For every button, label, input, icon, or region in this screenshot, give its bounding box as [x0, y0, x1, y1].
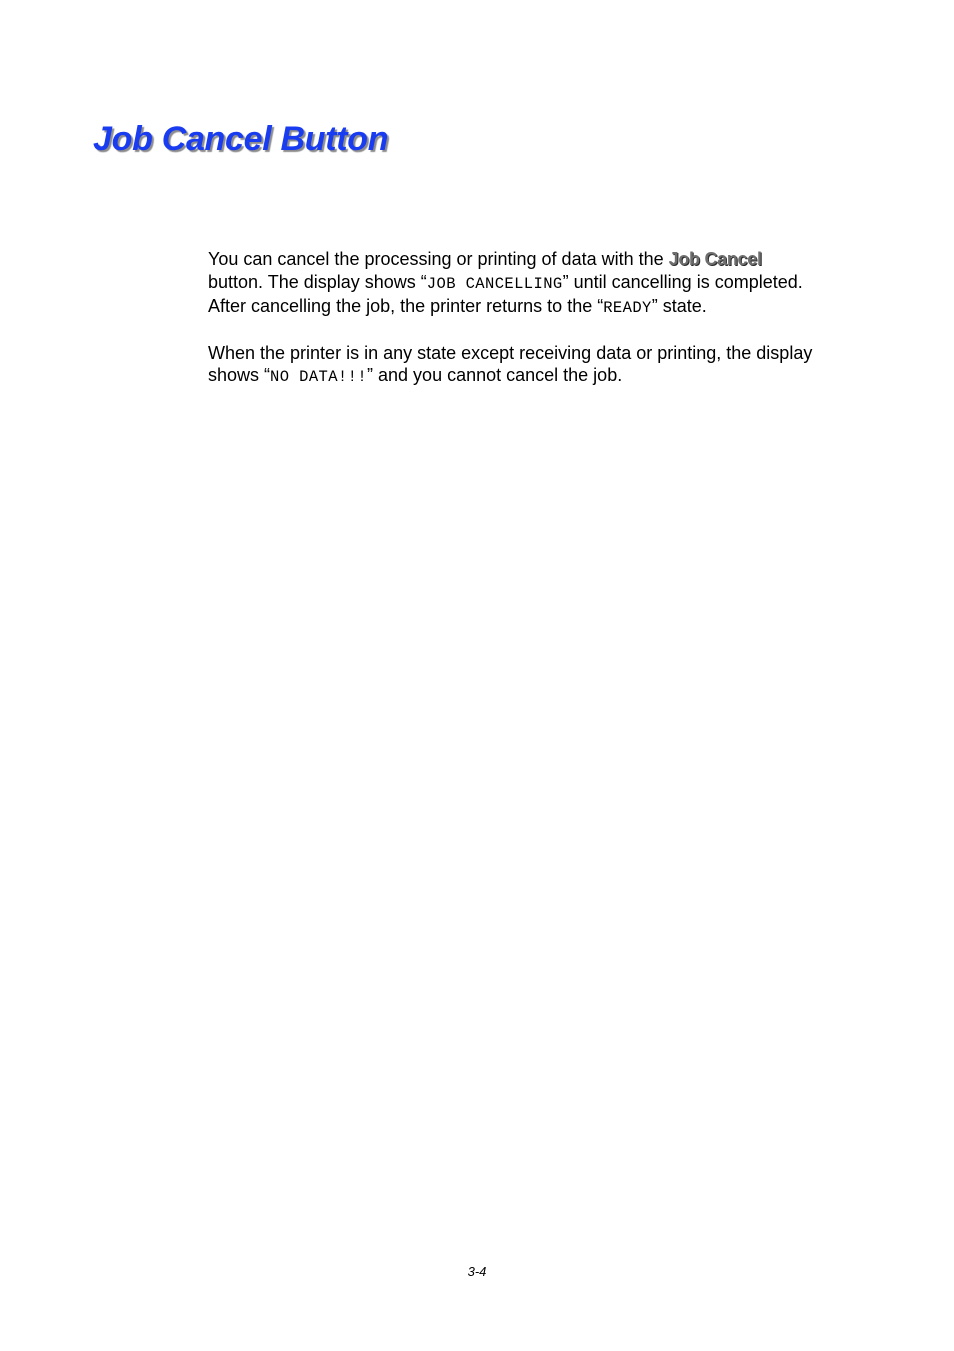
paragraph-no-data	[208, 342, 908, 389]
text-segment: ” and you cannot cancel the job.	[367, 365, 623, 385]
paragraph-cancel-description	[208, 248, 908, 320]
text-line	[208, 271, 908, 296]
text-segment: After cancelling the job, the printer returns to the “	[208, 296, 604, 316]
text-line	[208, 364, 908, 389]
text-segment: When the printer is in any state except receiving data or printing, the display	[208, 342, 813, 363]
job-cancel-key-label: Job Cancel	[668, 249, 762, 269]
text-line	[208, 342, 908, 365]
text-segment: ” state.	[651, 296, 707, 316]
display-message-cancelling: JOB CANCELLING	[426, 274, 563, 293]
page-title: Job Cancel Button	[93, 120, 389, 158]
text-line	[208, 248, 908, 271]
text-segment: ” until cancelling is completed.	[562, 271, 803, 292]
display-message-no-data: NO DATA!!!	[270, 368, 368, 386]
text-segment: You can cancel the processing or printing of data with the	[208, 249, 669, 269]
text-line	[208, 295, 908, 320]
body-text	[208, 248, 908, 411]
text-segment: button. The display shows “	[208, 271, 427, 292]
page-number: 3-4	[467, 1264, 487, 1279]
display-message-ready: READY	[603, 299, 652, 317]
text-segment: shows “	[208, 365, 271, 385]
